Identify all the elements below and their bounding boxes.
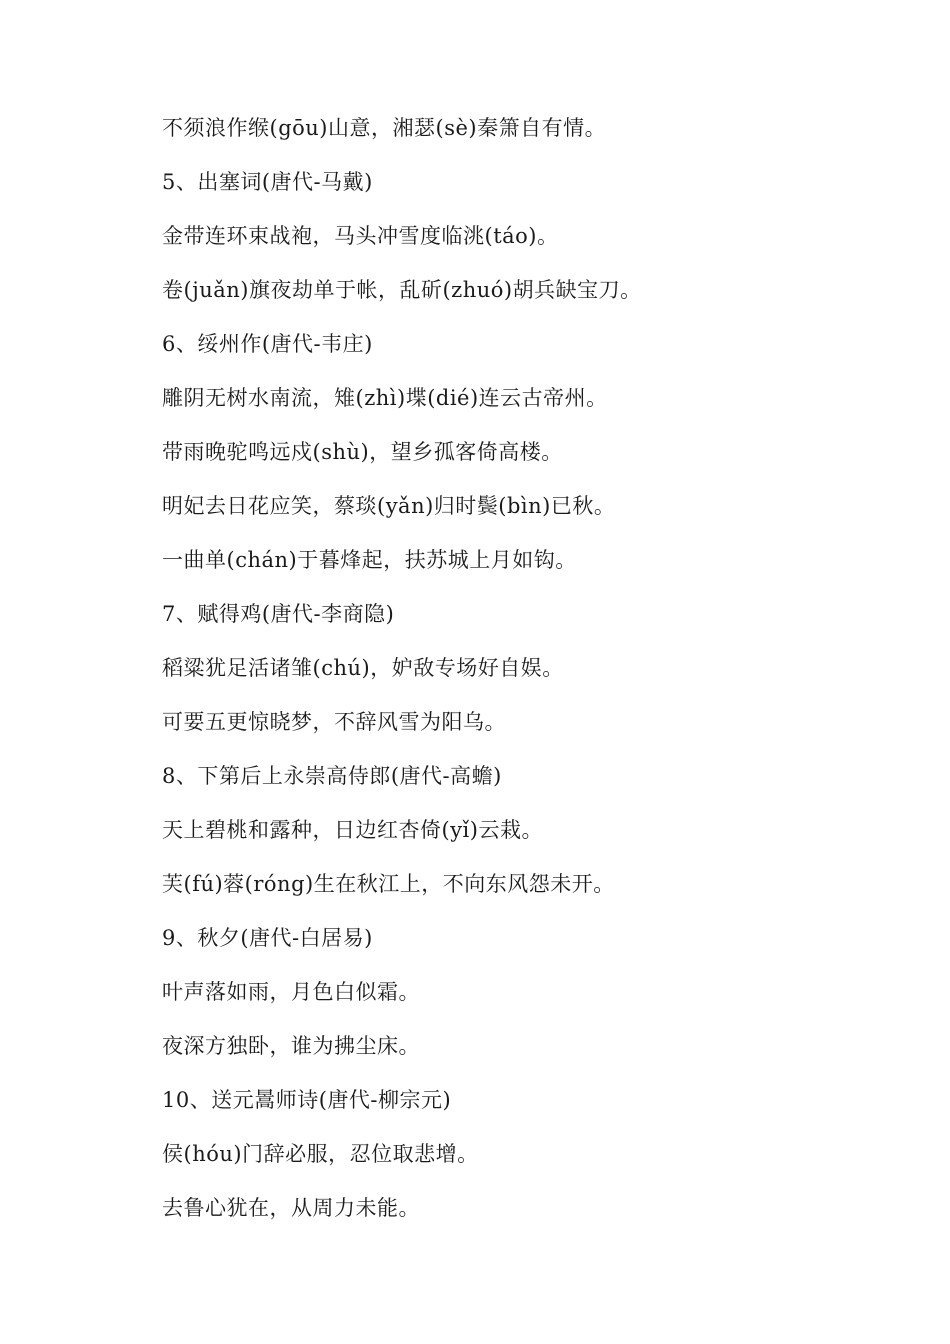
text-line: 天上碧桃和露种，日边红杏倚(yǐ)云栽。 — [162, 818, 543, 842]
poem-heading: 10、送元暠师诗(唐代-柳宗元) — [162, 1088, 452, 1112]
text-line: 夜深方独卧，谁为拂尘床。 — [162, 1034, 420, 1058]
text-line: 叶声落如雨，月色白似霜。 — [162, 980, 420, 1004]
text-line: 不须浪作缑(gōu)山意，湘瑟(sè)秦箫自有情。 — [162, 116, 607, 140]
text-line: 稻粱犹足活诸雏(chú)，妒敌专场好自娱。 — [162, 656, 564, 680]
text-line: 可要五更惊晓梦，不辞风雪为阳乌。 — [162, 710, 506, 734]
poem-heading: 7、赋得鸡(唐代-李商隐) — [162, 602, 395, 626]
text-line: 卷(juǎn)旗夜劫单于帐，乱斫(zhuó)胡兵缺宝刀。 — [162, 278, 642, 302]
text-line: 明妃去日花应笑，蔡琰(yǎn)归时鬓(bìn)已秋。 — [162, 494, 616, 518]
text-line: 金带连环束战袍，马头冲雪度临洮(táo)。 — [162, 224, 559, 248]
text-line: 一曲单(chán)于暮烽起，扶苏城上月如钩。 — [162, 548, 577, 572]
text-line: 带雨晚驼鸣远戍(shù)，望乡孤客倚高楼。 — [162, 440, 563, 464]
text-line: 侯(hóu)门辞必服，忍位取悲增。 — [162, 1142, 479, 1166]
text-line: 芙(fú)蓉(róng)生在秋江上，不向东风怨未开。 — [162, 872, 615, 896]
text-line: 去鲁心犹在，从周力未能。 — [162, 1196, 420, 1220]
poem-heading: 8、下第后上永崇高侍郎(唐代-高蟾) — [162, 764, 502, 788]
poem-text-block — [162, 111, 922, 1245]
text-line: 雕阴无树水南流，雉(zhì)堞(dié)连云古帝州。 — [162, 386, 608, 410]
poem-heading: 6、绥州作(唐代-韦庄) — [162, 332, 373, 356]
poem-heading: 5、出塞词(唐代-马戴) — [162, 170, 373, 194]
poem-heading: 9、秋夕(唐代-白居易) — [162, 926, 373, 950]
